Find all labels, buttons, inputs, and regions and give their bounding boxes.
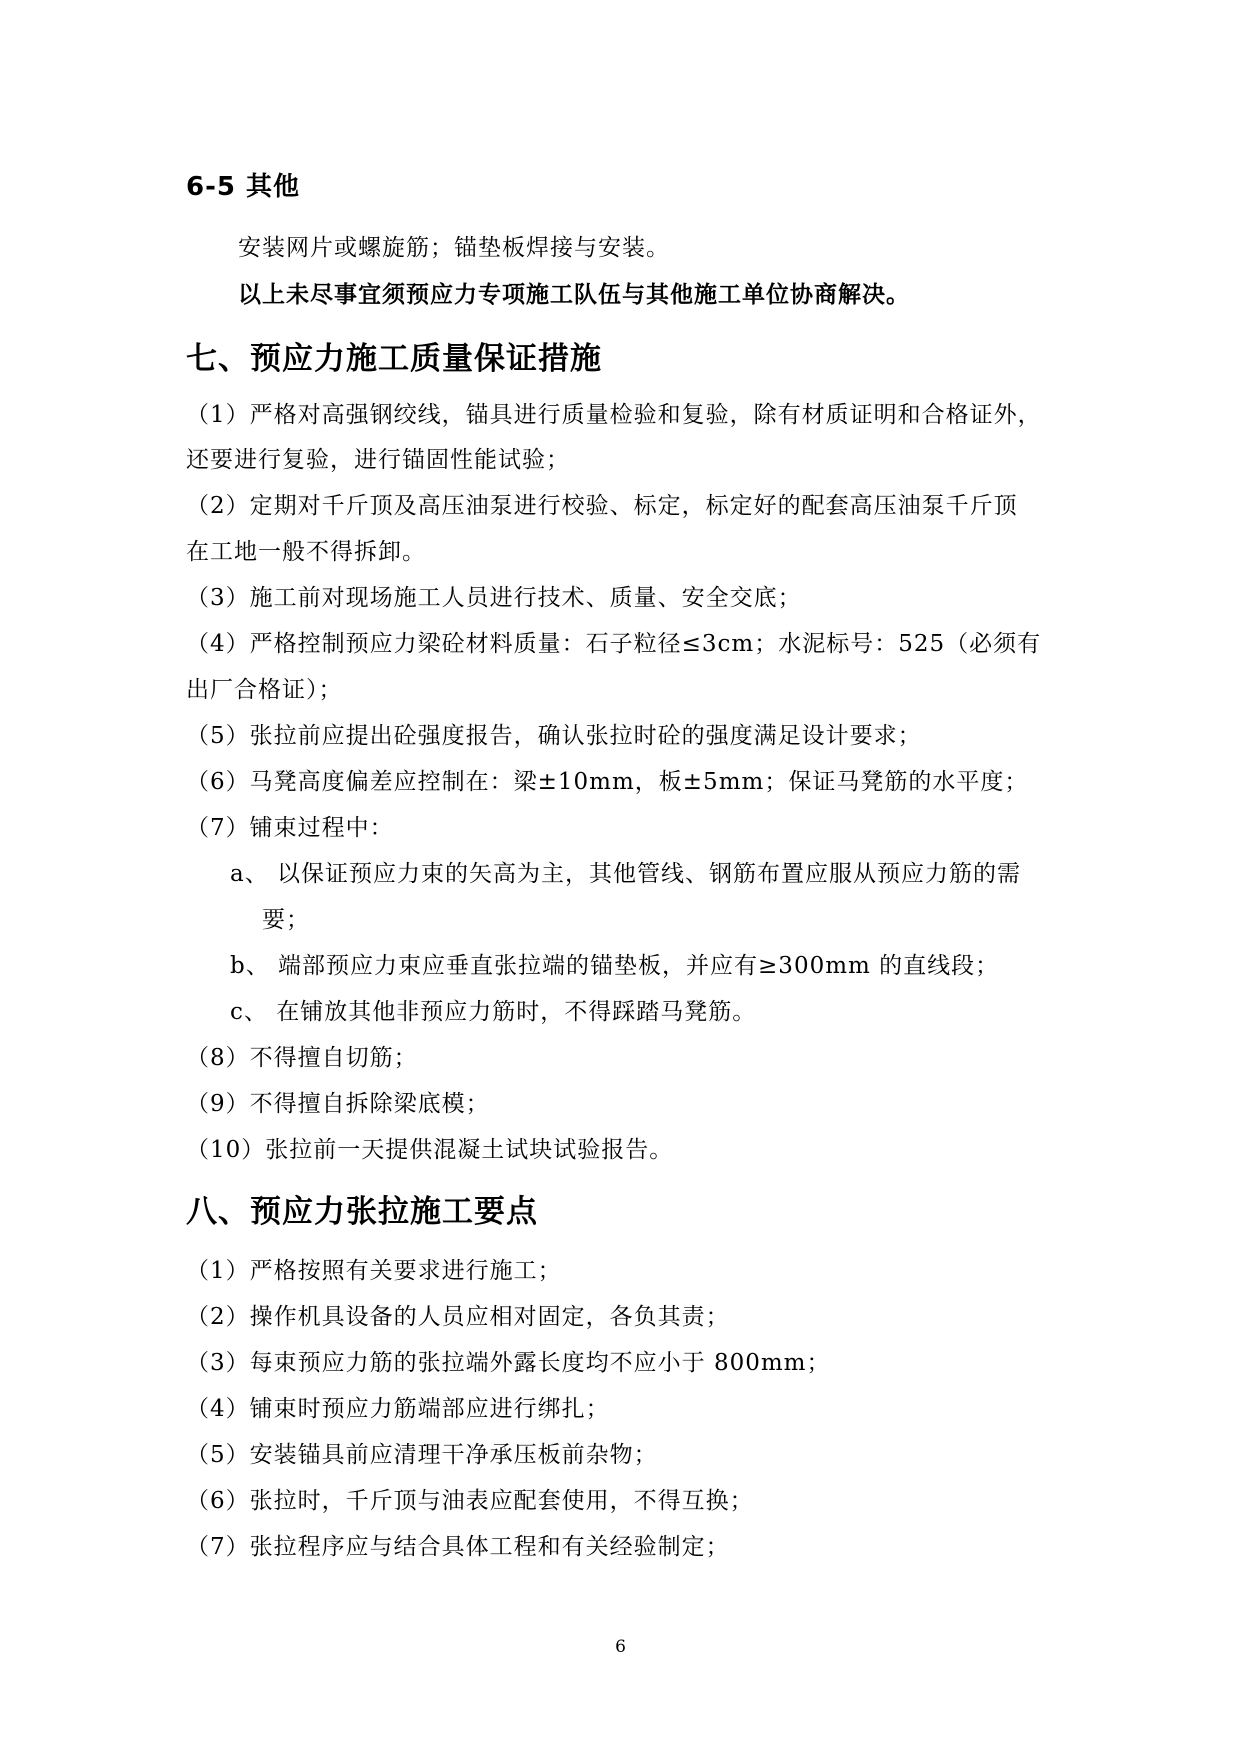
section-6-5-bold-note: 以上未尽事宜须预应力专项施工队伍与其他施工单位协商解决。 [238,282,910,308]
section-7-item: 出厂合格证）； [186,677,343,703]
section-7-item: （5）张拉前应提出砼强度报告，确认张拉时砼的强度满足设计要求； [186,723,922,749]
section-7-item: （10）张拉前一天提供混凝土试块试验报告。 [186,1137,674,1163]
section-7-item: （3）施工前对现场施工人员进行技术、质量、安全交底； [186,585,802,611]
section-7-item: （4）严格控制预应力梁砼材料质量：石子粒径≤3cm；水泥标号：525（必须有 [186,631,1042,657]
section-7-heading: 七、预应力施工质量保证措施 [186,341,602,377]
section-8-heading: 八、预应力张拉施工要点 [186,1194,538,1230]
section-7-subitem: a、 以保证预应力束的矢高为主，其他管线、钢筋布置应服从预应力筋的需 [230,861,1022,887]
section-7-item: （6）马凳高度偏差应控制在：梁±10mm，板±5mm；保证马凳筋的水平度； [186,769,1029,795]
section-7-item: （1）严格对高强钢绞线，锚具进行质量检验和复验，除有材质证明和合格证外， [186,402,1042,428]
section-8-item: （6）张拉时，千斤顶与油表应配套使用，不得互换； [186,1488,754,1514]
section-6-5-heading: 6-5 其他 [186,172,301,202]
section-8-item: （7）张拉程序应与结合具体工程和有关经验制定； [186,1534,730,1560]
section-7-item: 还要进行复验，进行锚固性能试验； [186,447,570,473]
section-8-item: （2）操作机具设备的人员应相对固定，各负其责； [186,1304,730,1330]
section-7-item: （8）不得擅自切筋； [186,1045,418,1071]
section-8-item: （4）铺束时预应力筋端部应进行绑扎； [186,1396,610,1422]
section-7-item: （9）不得擅自拆除梁底模； [186,1091,490,1117]
section-7-item: （7）铺束过程中： [186,815,394,841]
section-6-5-paragraph: 安装网片或螺旋筋；锚垫板焊接与安装。 [238,235,670,261]
section-7-subitem: 要； [262,907,310,933]
section-8-item: （3）每束预应力筋的张拉端外露长度均不应小于 800mm； [186,1350,831,1376]
page-number: 6 [615,1637,626,1657]
section-7-subitem: c、 在铺放其他非预应力筋时，不得踩踏马凳筋。 [230,999,757,1025]
section-7-item: 在工地一般不得拆卸。 [186,539,426,565]
section-7-item: （2）定期对千斤顶及高压油泵进行校验、标定，标定好的配套高压油泵千斤顶 [186,493,1018,519]
section-7-subitem: b、 端部预应力束应垂直张拉端的锚垫板，并应有≥300mm 的直线段； [230,953,1000,979]
section-8-item: （5）安装锚具前应清理干净承压板前杂物； [186,1442,658,1468]
section-8-item: （1）严格按照有关要求进行施工； [186,1258,562,1284]
